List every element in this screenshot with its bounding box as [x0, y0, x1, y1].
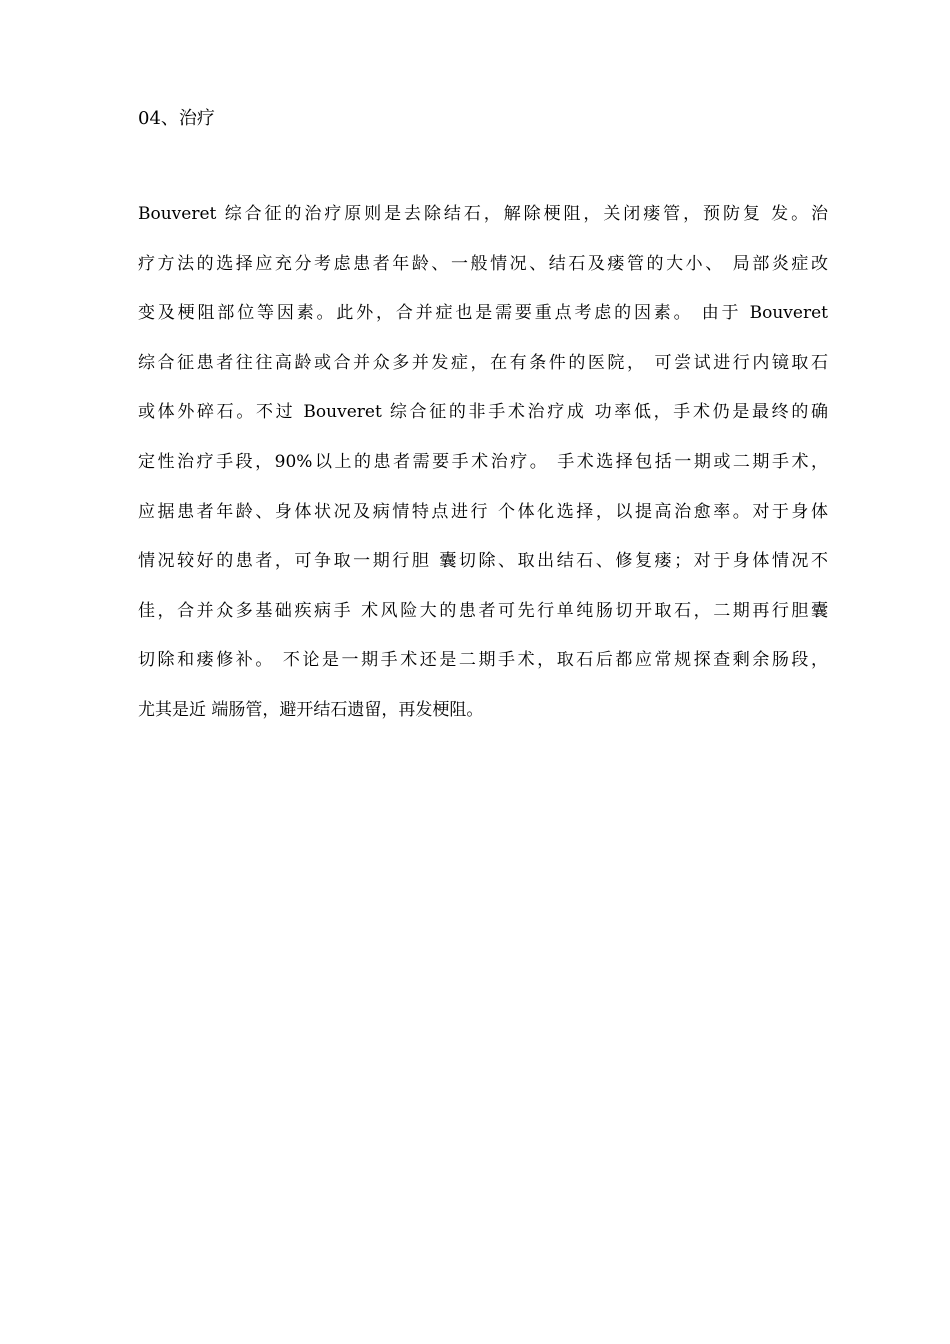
paragraph-line: 或体外碎石。不过 Bouveret 综合征的非手术治疗成 功率低，手术仍是最终的确 — [138, 402, 828, 423]
paragraph-line: 佳，合并众多基础疾病手 术风险大的患者可先行单纯肠切开取石，二期再行胆囊 — [138, 600, 828, 621]
paragraph-line: 定性治疗手段，90%以上的患者需要手术治疗。 手术选择包括一期或二期手术， — [138, 451, 828, 472]
paragraph-line: Bouveret 综合征的治疗原则是去除结石，解除梗阻，关闭瘘管，预防复 发。治 — [138, 204, 828, 224]
paragraph-line: 情况较好的患者，可争取一期行胆 囊切除、取出结石、修复瘘；对于身体情况不 — [138, 551, 828, 572]
paragraph-line: 应据患者年龄、身体状况及病情特点进行 个体化选择，以提高治愈率。对于身体 — [138, 501, 828, 522]
section-heading: 04、治疗 — [138, 108, 215, 129]
paragraph-line: 切除和瘘修补。 不论是一期手术还是二期手术，取石后都应常规探查剩余肠段， — [138, 650, 828, 671]
treatment-paragraph — [138, 196, 828, 742]
paragraph-line: 疗方法的选择应充分考虑患者年龄、一般情况、结石及瘘管的大小、 局部炎症改 — [138, 253, 828, 274]
paragraph-line: 尤其是近 端肠管，避开结石遗留，再发梗阻。 — [138, 699, 484, 720]
paragraph-line: 综合征患者往往高龄或合并众多并发症，在有条件的医院， 可尝试进行内镜取石 — [138, 352, 828, 373]
paragraph-line: 变及梗阻部位等因素。此外，合并症也是需要重点考虑的因素。 由于 Bouveret — [138, 303, 828, 324]
